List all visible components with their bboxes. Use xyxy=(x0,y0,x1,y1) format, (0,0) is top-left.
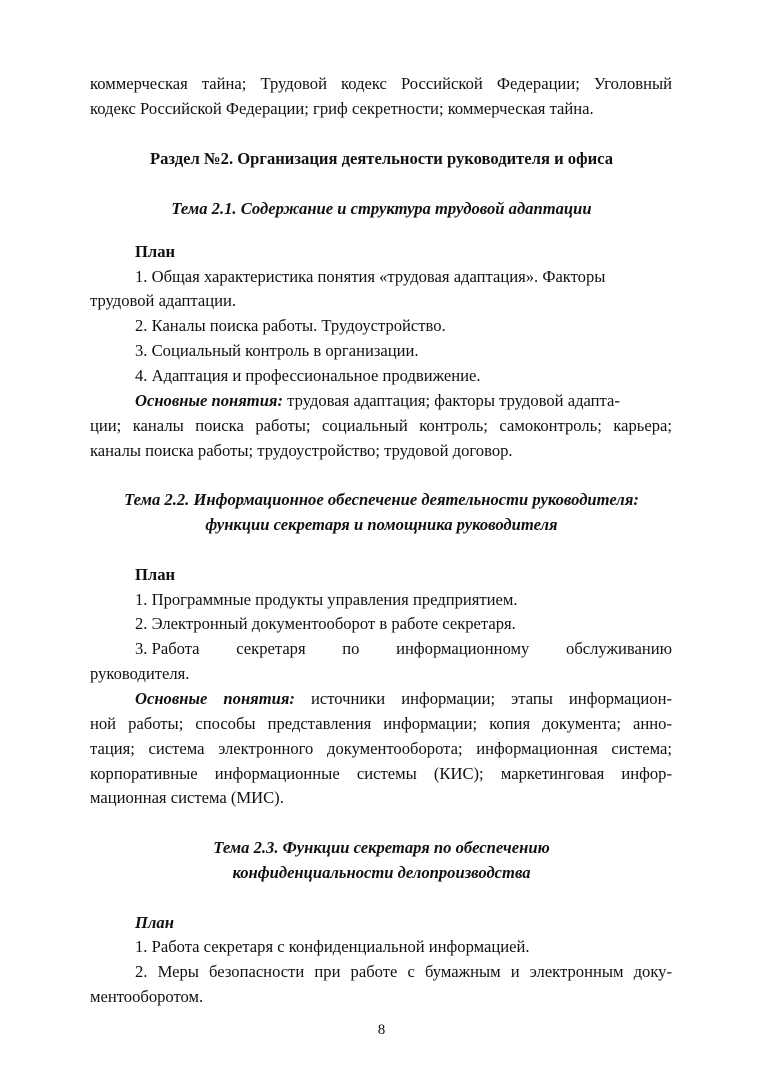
topic-2-2-concepts-line-4: корпоративные информационные системы (КИС); маркетинговая инфор- xyxy=(90,764,672,783)
topic-2-1-concepts-line-1 xyxy=(135,391,620,411)
item-3-word: обслуживанию xyxy=(566,639,672,658)
topic-2-1-concepts-label: Основные понятия: xyxy=(135,391,284,410)
topic-2-2-concepts-text: источники информации; этапы информацион- xyxy=(294,689,673,708)
topic-2-1-concepts-text: трудовая адаптация; факторы трудовой адапта- xyxy=(283,391,620,410)
topic-2-1-title: Тема 2.1. Содержание и структура трудовой адаптации xyxy=(171,199,592,218)
item-3-word: по xyxy=(342,639,360,658)
intro-line-2: кодекс Российской Федерации; гриф секретности; коммерческая тайна. xyxy=(90,99,594,118)
topic-2-2-item-3-line-2: руководителя. xyxy=(90,664,190,683)
intro-line-1: коммерческая тайна; Трудовой кодекс Российской Федерации; Уголовный xyxy=(90,74,672,93)
topic-2-1-item-2: 2. Каналы поиска работы. Трудоустройство. xyxy=(135,316,446,335)
topic-2-3-plan-label: План xyxy=(135,913,174,932)
item-3-word: 3. Работа xyxy=(135,639,200,658)
topic-2-3-item-2-line-2: ментооборотом. xyxy=(90,987,204,1006)
topic-2-3-item-1: 1. Работа секретаря с конфиденциальной информацией. xyxy=(135,937,530,956)
topic-2-2-title-line-1: Тема 2.2. Информационное обеспечение деятельности руководителя: xyxy=(124,490,639,509)
topic-2-3-item-2-line-1: 2. Меры безопасности при работе с бумажным и электронным доку- xyxy=(135,962,672,981)
topic-2-2-concepts-line-2: ной работы; способы представления информации; копия документа; анно- xyxy=(90,714,672,733)
topic-2-3-title-line-1: Тема 2.3. Функции секретаря по обеспечению xyxy=(213,838,550,857)
topic-2-2-item-2: 2. Электронный документооборот в работе секретаря. xyxy=(135,614,516,633)
topic-2-2-title-line-2: функции секретаря и помощника руководителя xyxy=(205,515,558,534)
page-number: 8 xyxy=(377,1022,386,1038)
topic-2-1-concepts-line-3: каналы поиска работы; трудоустройство; трудовой договор. xyxy=(90,441,513,460)
topic-2-1-item-4: 4. Адаптация и профессиональное продвижение. xyxy=(135,366,481,385)
topic-2-1-item-3: 3. Социальный контроль в организации. xyxy=(135,341,419,360)
topic-2-1-concepts-line-2: ции; каналы поиска работы; социальный контроль; самоконтроль; карьера; xyxy=(90,416,672,435)
topic-2-2-item-3-line-1 xyxy=(135,639,672,659)
topic-2-1-item-1-line-2: трудовой адаптации. xyxy=(90,291,237,310)
topic-2-2-plan-label: План xyxy=(135,565,176,584)
item-3-word: секретаря xyxy=(236,639,306,658)
topic-2-1-item-1-line-1: 1. Общая характеристика понятия «трудовая адаптация». Факторы xyxy=(135,267,606,286)
topic-2-2-item-1: 1. Программные продукты управления предприятием. xyxy=(135,590,518,609)
topic-2-2-concepts-label: Основные понятия: xyxy=(135,689,295,708)
topic-2-2-concepts-line-3: тация; система электронного документооборота; информационная система; xyxy=(90,739,672,758)
item-3-word: информационному xyxy=(396,639,530,658)
section-heading: Раздел №2. Организация деятельности руководителя и офиса xyxy=(149,149,614,168)
topic-2-2-concepts-line-5: мационная система (МИС). xyxy=(90,788,284,807)
topic-2-2-concepts-line-1 xyxy=(135,689,672,709)
topic-2-1-plan-label: План xyxy=(135,242,176,261)
topic-2-3-title-line-2: конфиденциальности делопроизводства xyxy=(232,863,531,882)
